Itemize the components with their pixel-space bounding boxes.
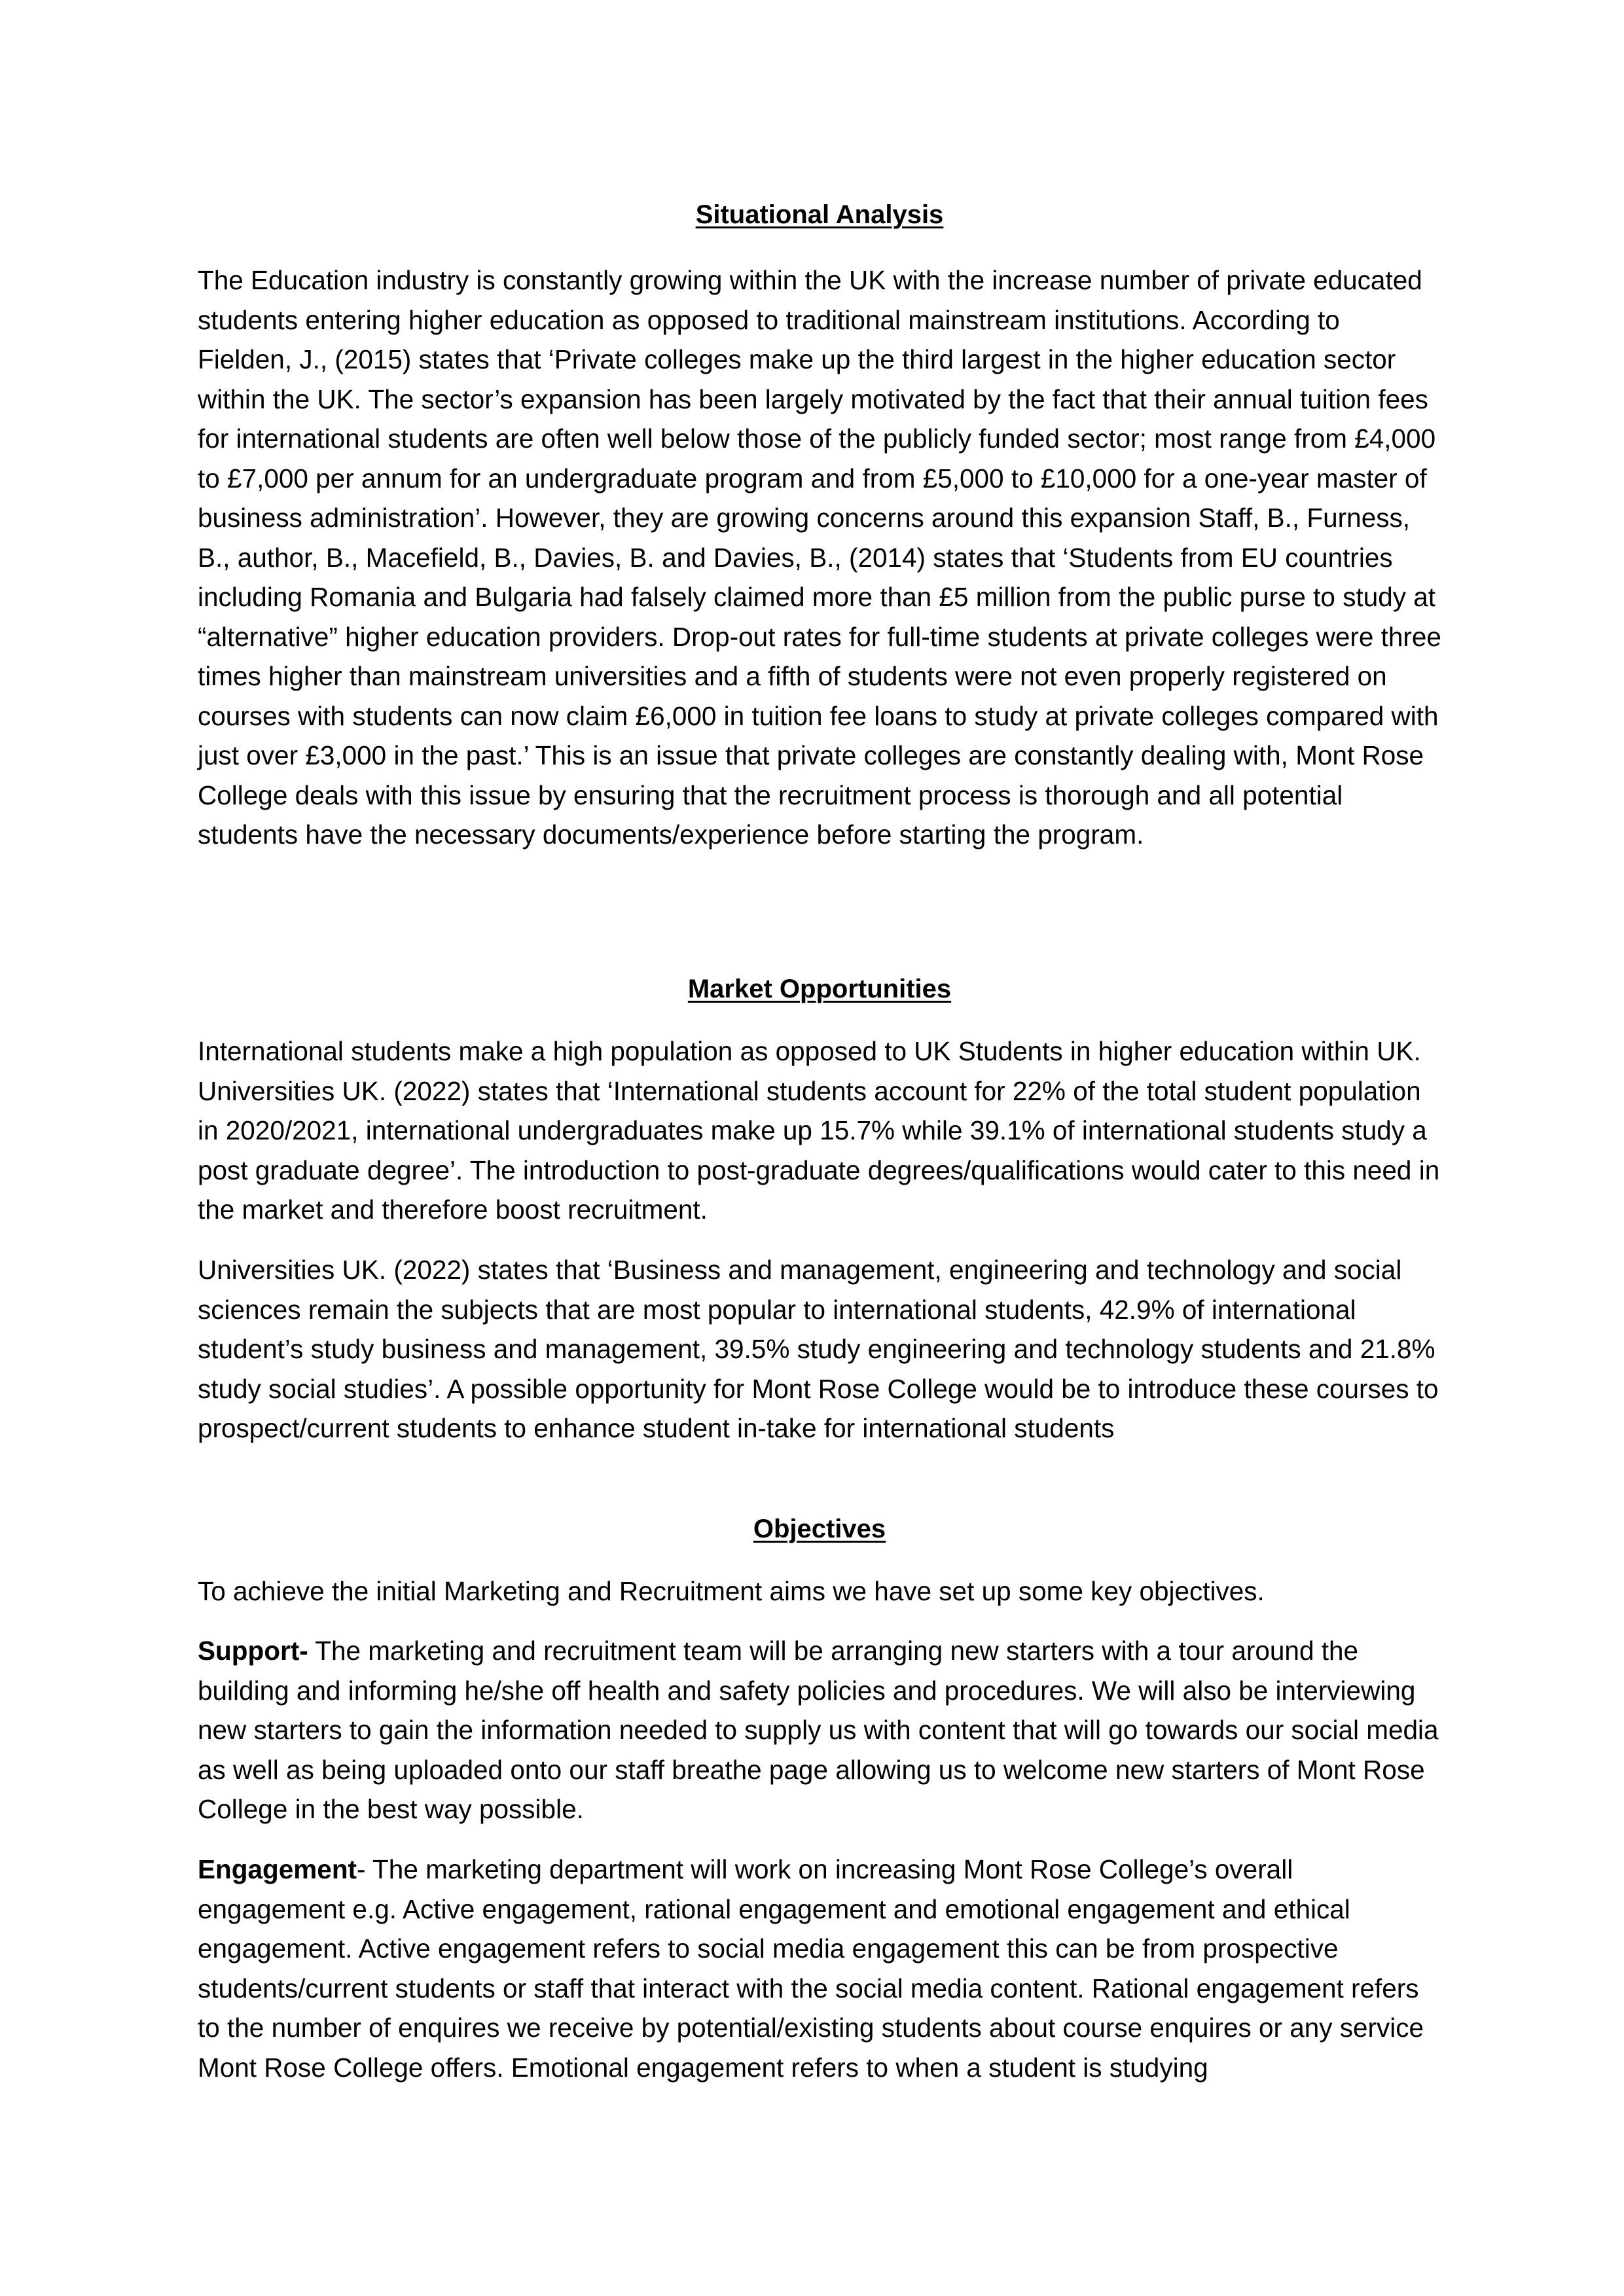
objective-engagement-paragraph: [198, 1850, 1441, 2087]
objective-engagement-text: - The marketing department will work on increasing Mont Rose College’s overall engagement e.g. Active engagement, rational engagement and emotional engagement and ethical engagement. Active engagement refers to social media engagement this can be from prospective students/current students or staff that interact with the social media content. Rational engagement refers to the number of enquires we receive by potential/existing students about course enquires or any service Mont Rose College offers. Emotional engagement refers to when a student is studying: [198, 1854, 1424, 2083]
objective-support-label: Support-: [198, 1636, 308, 1666]
market-opportunities-paragraph-2: Universities UK. (2022) states that ‘Business and management, engineering and technology and social sciences remain the subjects that are most popular to international students, 42.9% of international student’s study business and management, 39.5% study engineering and technology students and 21.8% study social studies’. A possible opportunity for Mont Rose College would be to introduce these courses to prospect/current students to enhance student in-take for international students: [198, 1255, 1439, 1443]
objectives-intro: To achieve the initial Marketing and Recruitment aims we have set up some key objectives.: [198, 1576, 1265, 1606]
situational-analysis-paragraph: The Education industry is constantly growing within the UK with the increase number of private educated students entering higher education as opposed to traditional mainstream institutions. According to Fielden, J., (2015) states that ‘Private colleges make up the third largest in the higher education sector within the UK. The sector’s expansion has been largely motivated by the fact that their annual tuition fees for international students are often well below those of the publicly funded sector; most range from £4,000 to £7,000 per annum for an undergraduate program and from £5,000 to £10,000 for a one-year master of business administration’. However, they are growing concerns around this expansion Staff, B., Furness, B., author, B., Macefield, B., Davies, B. and Davies, B., (2014) states that ‘Students from EU countries including Romania and Bulgaria had falsely claimed more than £5 million from the public purse to study at “alternative” higher education providers. Drop-out rates for full-time students at private colleges were three times higher than mainstream universities and a fifth of students were not even properly registered on courses with students can now claim £6,000 in tuition fee loans to study at private colleges compared with just over £3,000 in the past.’ This is an issue that private colleges are constantly dealing with, Mont Rose College deals with this issue by ensuring that the recruitment process is thorough and all potential students have the necessary documents/experience before starting the program.: [198, 265, 1441, 850]
objective-engagement-label: Engagement: [198, 1854, 357, 1884]
market-opportunities-paragraph-1: International students make a high population as opposed to UK Students in higher education within UK. Universities UK. (2022) states that ‘International students account for 22% of the total student population in 2020/2021, international undergraduates make up 15.7% while 39.1% of international students study a post graduate degree’. The introduction to post-graduate degrees/qualifications would cater to this need in the market and therefore boost recruitment.: [198, 1036, 1440, 1225]
situational-analysis-heading: Situational Analysis: [695, 200, 944, 229]
market-opportunities-heading: Market Opportunities: [687, 975, 952, 1003]
objective-support-text: The marketing and recruitment team will be arranging new starters with a tour around the building and informing he/she off health and safety policies and procedures. We will also be interviewing new starters to gain the information needed to supply us with content that will go towards our social media as well as being uploaded onto our staff breathe page allowing us to welcome new starters of Mont Rose College in the best way possible.: [198, 1636, 1439, 1824]
objectives-heading: Objectives: [753, 1515, 886, 1543]
objective-support-paragraph: [198, 1631, 1441, 1829]
